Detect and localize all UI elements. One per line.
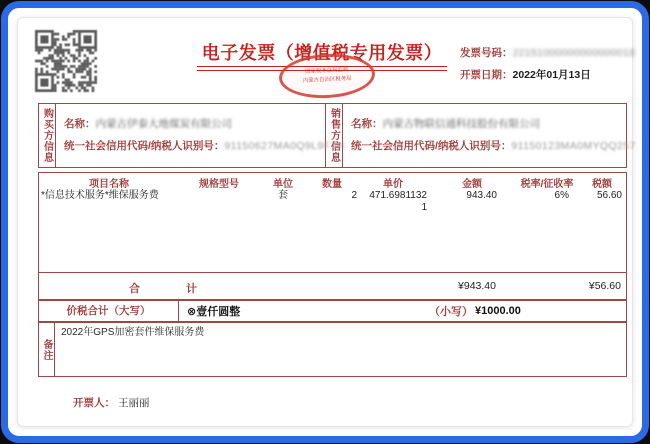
seller-name-row	[351, 117, 636, 132]
seller-side-label: 销售方信息	[326, 104, 343, 167]
item-amount: 943.40	[466, 190, 497, 201]
party-section	[38, 103, 636, 168]
grand-total-small-label: （小写）	[429, 306, 473, 318]
seller-name-label: 名称：	[351, 118, 383, 130]
seller-taxid-row	[351, 139, 636, 154]
stamp-text-line2: 内蒙古自治区税务局	[302, 76, 352, 85]
issuer-value: 王丽丽	[118, 397, 150, 409]
col-header-unit: 单位	[273, 179, 293, 190]
remark-content: 2022年GPS加密套件维保服务费	[61, 327, 205, 338]
invoice-number-value: 22151000000000000018	[512, 47, 636, 59]
seller-name-value: 内蒙古物联信通科技股份有限公司	[382, 118, 540, 130]
invoice-number-label: 发票号码：	[460, 47, 513, 59]
buyer-taxid-label: 统一社会信用代码/纳税人识别号：	[64, 140, 225, 152]
issuer-row	[73, 395, 150, 410]
seller-content	[343, 104, 636, 167]
col-header-rate: 税率/征收率	[520, 179, 574, 190]
subtotal-tax: ¥56.60	[588, 280, 621, 292]
buyer-name-value: 内蒙古伊泰大地煤炭有限公司	[95, 118, 232, 130]
buyer-taxid-row	[64, 139, 345, 154]
invoice-meta	[460, 42, 635, 86]
remark-side-label: 备注	[39, 323, 55, 376]
invoice-number-row	[460, 42, 635, 64]
issuer-label: 开票人：	[73, 397, 115, 409]
col-header-spec: 规格型号	[199, 179, 239, 190]
buyer-name-label: 名称：	[64, 118, 96, 130]
item-qty: 2	[351, 190, 357, 201]
invoice-date-row	[460, 64, 635, 86]
item-rate: 6%	[554, 190, 569, 201]
qr-code	[35, 30, 97, 92]
item-name: *信息技术服务*维保服务费	[41, 190, 159, 201]
remark-section	[38, 322, 627, 377]
item-spec	[179, 190, 259, 272]
grand-total-row	[38, 300, 627, 322]
invoice-title: 电子发票（增值税专用发票）	[201, 43, 443, 63]
seller-taxid-value: 91150123MA0MYQQ257	[511, 140, 636, 152]
grand-total-label: 价税合计（大写）	[39, 301, 179, 321]
invoice-date-value: 2022年01月13日	[512, 69, 591, 81]
item-row	[39, 190, 626, 272]
grand-total-words: ⊗壹仟圆整	[187, 306, 241, 318]
invoice-date-label: 开票日期：	[460, 69, 513, 81]
item-tax: 56.60	[596, 190, 622, 201]
seller-taxid-label: 统一社会信用代码/纳税人识别号：	[351, 140, 512, 152]
col-header-amount: 金额	[462, 179, 482, 190]
item-unit: 套	[278, 190, 288, 201]
col-header-item-name: 项目名称	[89, 179, 129, 190]
grand-total-small	[429, 301, 521, 321]
items-header-row	[39, 173, 626, 190]
col-header-price: 单价	[383, 179, 403, 190]
col-header-qty: 数量	[322, 179, 342, 190]
item-price: 471.69811321	[369, 190, 427, 213]
stamp-text-line1: 国家税务总局监制	[305, 67, 349, 75]
grand-total-content	[179, 301, 626, 321]
buyer-content	[56, 104, 345, 167]
grand-total-small-value: ¥1000.00	[475, 305, 521, 317]
subtotal-label: 合计	[129, 283, 243, 295]
subtotal-row	[39, 272, 626, 299]
buyer-taxid-value: 91150627MA0Q9L9F7H	[224, 140, 345, 152]
buyer-name-row	[64, 117, 345, 132]
col-header-tax: 税额	[592, 179, 612, 190]
subtotal-amount: ¥943.40	[458, 280, 496, 292]
buyer-side-label: 购买方信息	[39, 104, 56, 167]
items-table	[38, 172, 627, 300]
seller-section	[326, 104, 636, 167]
